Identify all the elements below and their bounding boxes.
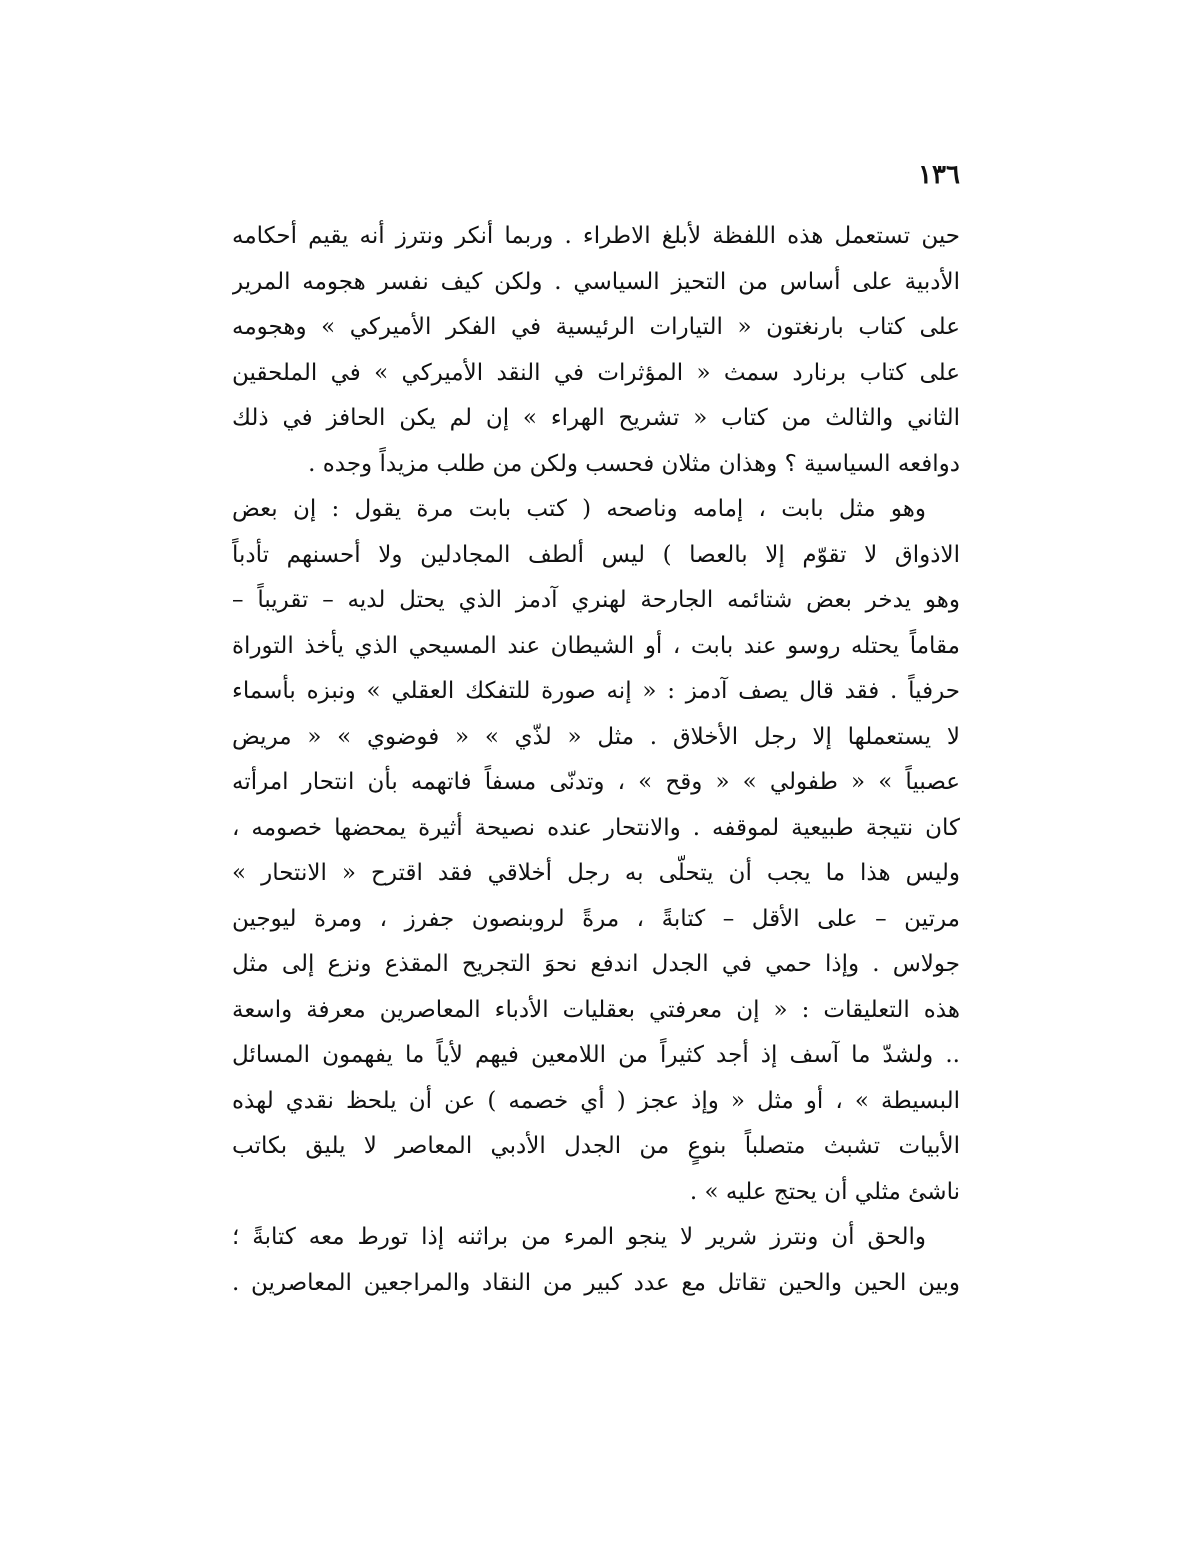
- text-line: والحق أن ونترز شرير لا ينجو المرء من براثنه إذا تورط معه كتابةً ؛: [232, 1224, 926, 1250]
- text-line: .. ولشدّ ما آسف إذ أجد كثيراً من اللامعين فيهم لأياً ما يفهمون المسائل: [232, 1042, 960, 1068]
- text-line: البسيطة » ، أو مثل « وإذ عجز ( أي خصمه ) عن أن يلحظ نقدي لهذه: [232, 1087, 960, 1114]
- text-line: حين تستعمل هذه اللفظة لأبلغ الاطراء . وربما أنكر ونترز أنه يقيم أحكامه: [232, 223, 960, 249]
- text-line: دوافعه السياسية ؟ وهذان مثلان فحسب ولكن من طلب مزيداً وجده .: [308, 450, 960, 477]
- text-line: جولاس . وإذا حمي في الجدل اندفع نحوَ التجريح المقذع ونزع إلى مثل: [232, 951, 960, 977]
- text-line: لا يستعملها إلا رجل الأخلاق . مثل « لذّي » « فوضوي » « مريض: [232, 723, 960, 750]
- text-line: وبين الحين والحين تقاتل مع عدد كبير من النقاد والمراجعين المعاصرين .: [232, 1269, 960, 1296]
- text-line: على كتاب بارنغتون « التيارات الرئيسية في الفكر الأميركي » وهجومه: [232, 314, 960, 340]
- text-line: على كتاب برنارد سمث « المؤثرات في النقد الأميركي » في الملحقين: [232, 359, 960, 386]
- text-line: وهو مثل بابت ، إمامه وناصحه ( كتب بابت مرة يقول : إن بعض: [232, 496, 926, 522]
- text-line: ناشئ مثلي أن يحتج عليه » .: [689, 1178, 960, 1205]
- text-line: الأدبية على أساس من التحيز السياسي . ولكن كيف نفسر هجومه المرير: [232, 268, 960, 295]
- text-line: وليس هذا ما يجب أن يتحلّى به رجل أخلاقي فقد اقترح « الانتحار »: [232, 860, 960, 886]
- text-line: كان نتيجة طبيعية لموقفه . والانتحار عنده نصيحة أثيرة يمحضها خصومه ،: [232, 814, 960, 841]
- text-line: وهو يدخر بعض شتائمه الجارحة لهنري آدمز الذي يحتل لديه – تقريباً –: [232, 587, 960, 613]
- text-line: الأبيات تشبث متصلباً بنوعٍ من الجدل الأدبي المعاصر لا يليق بكاتب: [232, 1133, 960, 1159]
- text-line: مقاماً يحتله روسو عند بابت ، أو الشيطان عند المسيحي الذي يأخذ التوراة: [232, 632, 960, 659]
- body-text: [232, 214, 960, 1306]
- text-line: مرتين – على الأقل – كتابةً ، مرةً لروبنصون جفرز ، ومرة ليوجين: [232, 905, 960, 932]
- text-line: الاذواق لا تقوّم إلا بالعصا ) ليس ألطف المجادلين ولا أحسنهم تأدباً: [232, 541, 960, 568]
- text-line: عصبياً » « طفولي » « وقح » ، وتدنّى مسفاً فاتهمه بأن انتحار امرأته: [232, 769, 960, 795]
- text-line: الثاني والثالث من كتاب « تشريح الهراء » إن لم يكن الحافز في ذلك: [232, 405, 960, 431]
- text-line: هذه التعليقات : « إن معرفتي بعقليات الأدباء المعاصرين معرفة واسعة: [232, 996, 960, 1023]
- text-line: حرفياً . فقد قال يصف آدمز : « إنه صورة للتفكك العقلي » ونبزه بأسماء: [232, 678, 960, 704]
- page-number: ١٣٦: [918, 160, 960, 190]
